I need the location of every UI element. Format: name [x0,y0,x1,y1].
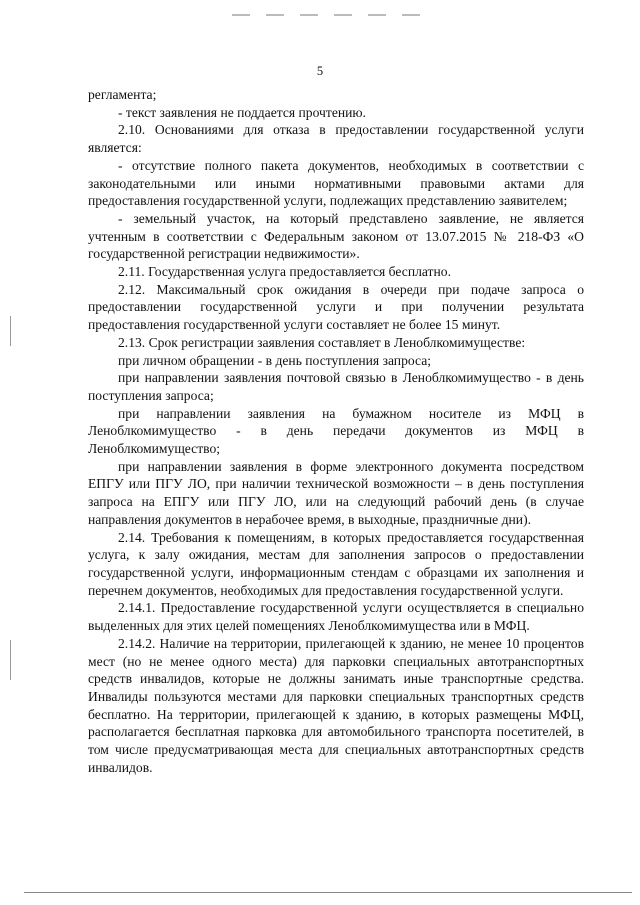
paragraph: 2.14.2. Наличие на территории, прилегающей к зданию, не менее 10 процентов мест (но не менее одного места) для парковки специальных автотранспортных средств инвалидов, которые не должны занимать иные транспортные средства. Инвалиды пользуются местами для парковки специальных транспортных средств бесплатно. На территории, прилегающей к зданию, в которых размещены МФЦ, располагается бесплатная парковка для автомобильного транспорта посетителей, в том числе предусматривающая места для специальных автотранспортных средств инвалидов. [88,635,584,775]
paragraph: 2.14. Требования к помещениям, в которых предоставляется государственная услуга, к залу ожидания, местам для заполнения запросов о предоставлении государственной услуги, информационным стендам с образцами их заполнения и перечнем документов, необходимых для предоставления государственной услуги. [88,529,584,598]
scan-artifact-bottom [24,892,632,893]
paragraph: 2.11. Государственная услуга предоставляется бесплатно. [118,264,451,280]
paragraph: 2.13. Срок регистрации заявления составляет в Леноблкомимуществе: [118,334,526,350]
scan-artifact-margin [10,316,11,346]
document-body [88,86,584,776]
paragraph: 2.14.1. Предоставление государственной услуги осуществляется в специально выделенных для этих целей помещениях Леноблкомимущества или в МФЦ. [88,600,584,634]
scan-artifact-margin [10,640,11,680]
paragraph: - текст заявления не поддается прочтению. [118,104,366,120]
paragraph: при направлении заявления почтовой связью в Леноблкомимущество - в день поступления запроса; [88,370,584,403]
paragraph: при направлении заявления на бумажном носителе из МФЦ в Леноблкомимущество - в день передачи документов из МФЦ в Леноблкомимущество; [88,405,584,457]
page-number: 5 [316,64,324,78]
paragraph: 2.12. Максимальный срок ожидания в очереди при подаче запроса о предоставлении государственной услуги и при получении результата предоставления государственной услуги составляет не более 15 минут. [88,281,584,333]
paragraph: при личном обращении - в день поступления запроса; [118,352,432,368]
paragraph: - земельный участок, на который представлено заявление, не является учтенным в соответствии с Федеральным законом от 13.07.2015 № 218-ФЗ «О государственной регистрации недвижимости». [88,210,584,262]
paragraph: при направлении заявления в форме электронного документа посредством ЕПГУ или ПГУ ЛО, при наличии технической возможности – в день поступления запроса на ЕПГУ или ПГУ ЛО, или на следующий рабочий день (в случае направления документов в нерабочее время, в выходные, праздничные дни). [88,458,584,527]
scan-artifact-top [232,14,432,16]
paragraph: 2.10. Основаниями для отказа в предоставлении государственной услуги является: [88,122,584,156]
paragraph: - отсутствие полного пакета документов, необходимых в соответствии с законодательными или иными нормативными правовыми актами для предоставления государственной услуги, подлежащих представлению заявителем; [88,157,584,209]
paragraph: регламента; [88,87,157,102]
